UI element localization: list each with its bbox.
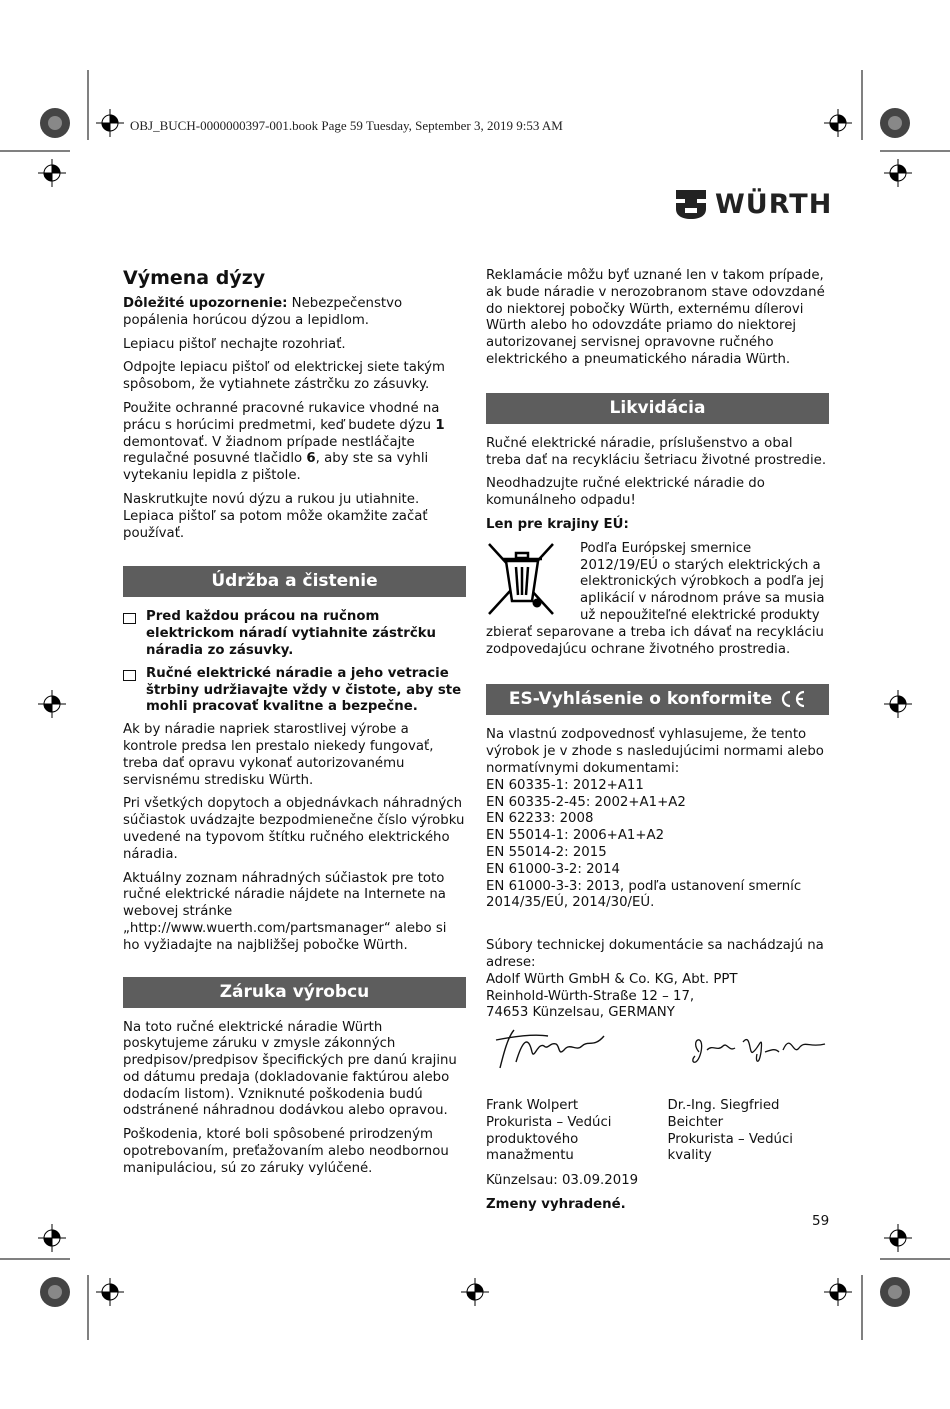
signature-wolpert [486,1022,616,1077]
signatures [486,1022,829,1082]
paragraph: Pri všetkých dopytoch a objednávkach náhradných súčiastok uvádzajte bezpodmienečne číslo výrobku uvedené na typovom štítku ručného elektrického náradia. [123,796,465,862]
disposal-heading: Likvidácia [486,393,829,424]
crossed-bin-icon [486,541,556,617]
paragraph: Na vlastnú zodpovednosť vyhlasujeme, že tento výrobok je v zhode s nasledujúcimi normami alebo normatívnymi dokumentami: [486,727,824,776]
signatory-names [486,1098,829,1165]
warranty-heading: Záruka výrobcu [123,977,466,1008]
paragraph: Ručné elektrické náradie, príslušenstvo a obal treba dať na recykláciu šetriacu životné prostredie. [486,435,827,468]
changes-reserved: Zmeny vyhradené. [486,1197,626,1213]
weee-text: Podľa Európskej smernice 2012/19/EÚ o starých elektrických a elektronických výrobkoch a podľa jej aplikácií v národnom práve sa musia už nepoužiteľné elektrické produkty [580,540,825,623]
nozzle-replacement-title: Výmena dýzy [123,267,266,289]
eu-label: Len pre krajiny EÚ: [486,516,629,532]
documentation-address: Súbory technickej dokumentácie sa nachádzajú na adrese: Adolf Würth GmbH & Co. KG, Abt. PPT Reinhold-Würth-Straße 12 – 17, 74653 Künzelsau, GERMANY [486,938,824,1021]
important-note: Dôležité upozornenie: Nebezpečenstvo popálenia horúcou dýzou a lepidlom. [123,296,403,328]
weee-block [486,541,829,625]
right-column [486,268,829,1221]
page-number: 59 [812,1213,830,1229]
norm-item: EN 61000-3-3: 2013, podľa ustanovení smerníc 2014/35/EÚ, 2014/30/EÚ. [486,878,802,911]
weee-continuation: zbierať separovane a treba ich dávať na recykláciu zodpovedajúcu ochrane životného prostredia. [486,624,824,657]
norm-item: EN 60335-1: 2012+A11 [486,777,644,793]
signatory-1: Frank Wolpert Prokurista – Vedúci produktového manažmentu [486,1098,612,1164]
norm-item: EN 61000-3-2: 2014 [486,861,620,877]
paragraph: Ak by náradie napriek starostlivej výrobe a kontrole predsa len prestalo niekedy fungovať, treba dať opravu vykonať autorizovanému servisnému stredisku Würth. [123,722,434,788]
paragraph: Poškodenia, ktoré boli spôsobené prirodzeným opotrebovaním, preťažovaním alebo neodbornou manipuláciou, sú zo záruky vylúčené. [123,1127,449,1176]
paragraph: Lepiacu pištoľ nechajte rozohriať. [123,336,346,352]
wurth-logo [675,188,832,220]
paragraph: Odpojte lepiacu pištoľ od elektrickej siete takým spôsobom, že vytiahnete zástrčku zo zásuvky. [123,360,445,393]
signature-beichter [679,1022,829,1077]
paragraph: Neodhadzujte ručné elektrické náradie do komunálneho odpadu! [486,476,765,509]
left-column [123,266,466,1185]
checklist-item: Pred každou prácou na ručnom elektrickom náradí vytiahnite zástrčku náradia zo zásuvky. [123,609,466,659]
wurth-emblem-icon [675,188,707,220]
file-info-header: OBJ_BUCH-0000000397-001.book Page 59 Tuesday, September 3, 2019 9:53 AM [130,118,563,133]
place-date: Künzelsau: 03.09.2019 [486,1173,639,1189]
paragraph: Reklamácie môžu byť uznané len v takom prípade, ak bude náradie v nerozobranom stave odovzdané do niektorej pobočky Würth, externému dílerovi Würth alebo ho odovzdáte priamo do niektorej autorizovanej servisnej opravovne ručného elektrického a pneumatického náradia Würth. [486,268,825,367]
checklist-item: Ručné elektrické náradie a jeho vetracie štrbiny udržiavajte vždy v čistote, aby ste mohli pracovať kvalitne a bezpečne. [123,666,466,716]
paragraph: Aktuálny zoznam náhradných súčiastok pre toto ručné elektrické náradie nájdete na Internete na webovej stránke „http://www.wuerth.com/partsmanager“ alebo si ho vyžiadajte na najbližšej pobočke Würth. [123,870,447,953]
paragraph: Použite ochranné pracovné rukavice vhodné na prácu s horúcimi predmetmi, keď budete dýzu 1 demontovať. V žiadnom prípade nestláčajte regulačné posuvné tlačidlo 6, aby ste sa vyhli vytekaniu lepidla z pištole. [123,400,445,484]
paragraph: Naskrutkujte novú dýzu a rukou ju utiahnite. Lepiaca pištoľ sa potom môže okamžite začať používať. [123,491,428,541]
norms-list [486,778,829,912]
paragraph: Na toto ručné elektrické náradie Würth poskytujeme záruku v zmysle zákonných predpisov/predpisov špecifických pre danú krajinu od dátumu predaja (dokladovanie faktúrou alebo dodacím listom). Vzniknuté poškodenia budú odstránené náhradnou dodávkou alebo opravou. [123,1019,457,1119]
norm-item: EN 60335-2-45: 2002+A1+A2 [486,794,686,810]
maintenance-heading: Údržba a čistenie [123,566,466,597]
norm-item: EN 62233: 2008 [486,811,594,827]
norm-item: EN 55014-2: 2015 [486,844,607,860]
norm-item: EN 55014-1: 2006+A1+A2 [486,828,665,844]
checkbox-icon [123,670,136,681]
logo-text: WÜRTH [715,188,833,220]
signatory-2: Dr.-Ing. Siegfried Beichter Prokurista – Vedúci kvality [667,1098,793,1164]
checkbox-icon [123,613,136,624]
conformity-heading: ES-Vyhlásenie o konformite [486,684,829,715]
ce-mark-icon [778,690,806,708]
